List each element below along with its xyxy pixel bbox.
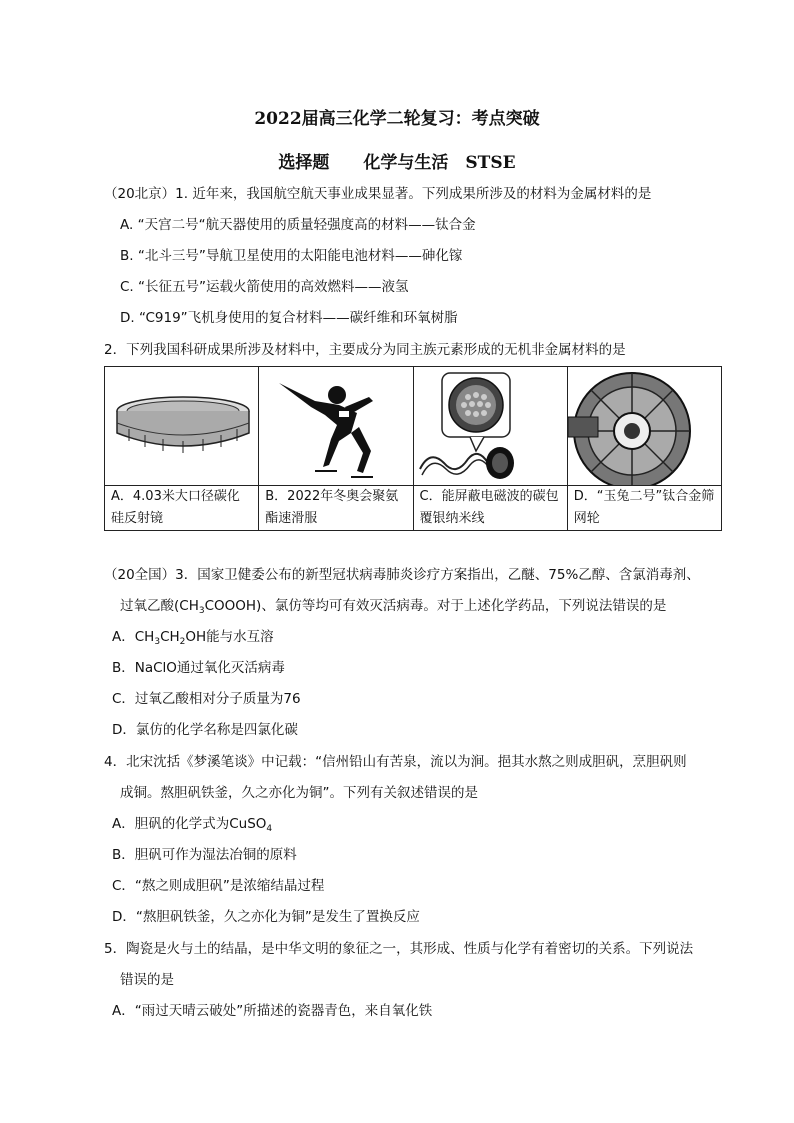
question-1-option-b: B. “北斗三号”导航卫星使用的太阳能电池材料——砷化镓 [120,248,463,264]
question-5-stem-line2: 错误的是 [120,972,174,988]
question-3-option-d: D．氯仿的化学名称是四氯化碳 [112,722,298,738]
figure-cell-a [105,367,259,486]
question-3-stem-line1: （20全国）3．国家卫健委公布的新型冠状病毒肺炎诊疗方案指出，乙醚、75%乙醇、含氯消毒剂、 [104,567,700,583]
question-4-option-b: B．胆矾可作为湿法冶铜的原料 [112,847,297,863]
question-4-stem-line2: 成铜。熬胆矾铁釜，久之亦化为铜”。下列有关叙述错误的是 [120,785,478,801]
telescope-mirror-icon [105,367,259,485]
question-1-option-a: A. “天宫二号“航天器使用的质量轻强度高的材料——钛合金 [120,217,476,233]
rover-wheel-icon [568,367,698,485]
figure-cell-c [413,367,567,486]
question-3-stem-line2: 过氧乙酸$(CH_3COOOH)$、氯仿等均可有效灭活病毒。对于上述化学药品，下列说法错误的是 [120,598,667,616]
figure-caption-a: A．4.03米大口径碳化硅反射镜 [105,486,259,531]
question-1-option-d: D. “C919”飞机身使用的复合材料——碳纤维和环氧树脂 [120,310,458,326]
figure-caption-d: D．“玉兔二号”钛合金筛网轮 [567,486,721,531]
figure-caption-c: C．能屏蔽电磁波的碳包覆银纳米线 [413,486,567,531]
nanowire-icon [414,367,568,485]
speed-skater-icon [259,367,413,485]
question-1-stem: （20北京）1. 近年来，我国航空航天事业成果显著。下列成果所涉及的材料为金属材料的是 [104,186,652,202]
figure-cell-b [259,367,413,486]
document-subtitle: 选择题 化学与生活 STSE [278,153,516,173]
question-2-figure-table [104,366,722,531]
document-title: 2022届高三化学二轮复习：考点突破 [254,109,540,129]
figure-cell-d [567,367,721,486]
question-3-option-c: C．过氧乙酸相对分子质量为76 [112,691,301,707]
question-3-option-b: B．NaClO通过氧化灭活病毒 [112,660,285,676]
figure-caption-b: B．2022年冬奥会聚氨酯速滑服 [259,486,413,531]
question-4-option-a: A．胆矾的化学式为CuSO$_4$ [112,816,273,834]
question-4-stem-line1: 4．北宋沈括《梦溪笔谈》中记载：“信州铅山有苦泉，流以为涧。挹其水熬之则成胆矾，烹胆矾则 [104,754,687,770]
question-1-option-c: C. “长征五号”运载火箭使用的高效燃料——液氢 [120,279,409,295]
question-3-option-a: A．$CH_3CH_2OH$能与水互溶 [112,629,274,647]
question-5-stem-line1: 5．陶瓷是火与土的结晶，是中华文明的象征之一，其形成、性质与化学有着密切的关系。下列说法 [104,941,694,957]
question-2-stem: 2．下列我国科研成果所涉及材料中，主要成分为同主族元素形成的无机非金属材料的是 [104,342,626,358]
question-5-option-a: A．“雨过天晴云破处”所描述的瓷器青色，来自氧化铁 [112,1003,433,1019]
question-4-option-d: D．“熬胆矾铁釜，久之亦化为铜”是发生了置换反应 [112,909,420,925]
question-4-option-c: C．“熬之则成胆矾”是浓缩结晶过程 [112,878,325,894]
